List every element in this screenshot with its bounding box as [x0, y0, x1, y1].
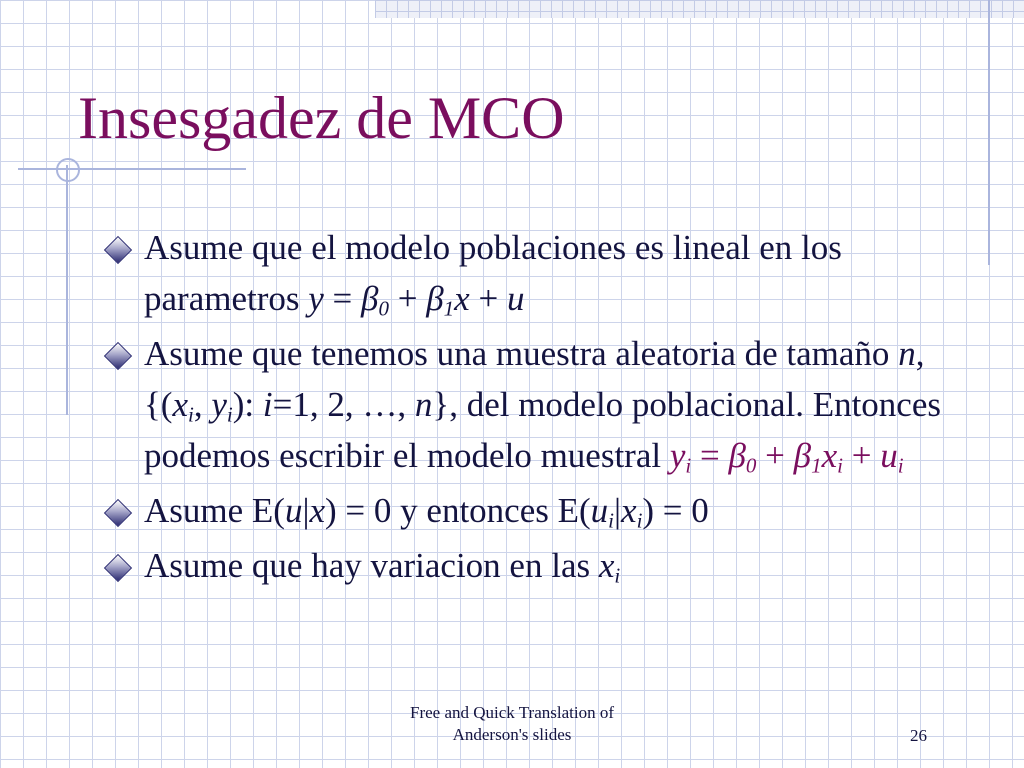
diamond-bullet-icon	[104, 342, 132, 370]
bullet-item-variation: Asume que hay variacion en las $x_i$	[100, 540, 960, 591]
bullet-item-zero-conditional-mean: Asume E(u|x) = 0 y entonces $E(u_i|x_i) = 0$	[100, 485, 960, 536]
diamond-bullet-icon	[104, 499, 132, 527]
page-number: 26	[910, 726, 927, 745]
footer-credit: Free and Quick Translation of Anderson's slides	[410, 703, 614, 744]
bullet-item-linear-model: Asume que el modelo poblaciones es lineal en los parametros $y = \beta_0 + \beta_1x + u$	[100, 222, 960, 324]
slide-title: Insesgadez de MCO	[78, 85, 565, 151]
decorative-line-horizontal	[18, 168, 246, 170]
diamond-bullet-icon	[104, 236, 132, 264]
bullet-list	[100, 222, 960, 595]
diamond-bullet-icon	[104, 554, 132, 582]
decorative-line-vertical-right	[988, 0, 990, 265]
decorative-circle	[56, 158, 80, 182]
decorative-grid-band	[375, 0, 1024, 18]
sample-model-formula: $y_i = \beta_0 + \beta_1x_i + u_i$	[669, 436, 904, 478]
bullet-item-random-sample: Asume que tenemos una muestra aleatoria de tamaño n, {($x_i$, $y_i$): i=1, 2, …, n}, del modelo poblacional. Entonces podemos escribir el modelo muestral $y_i = \beta_0 + \beta_1x_i + u_i$	[100, 328, 960, 481]
decorative-line-vertical-left	[66, 165, 68, 415]
